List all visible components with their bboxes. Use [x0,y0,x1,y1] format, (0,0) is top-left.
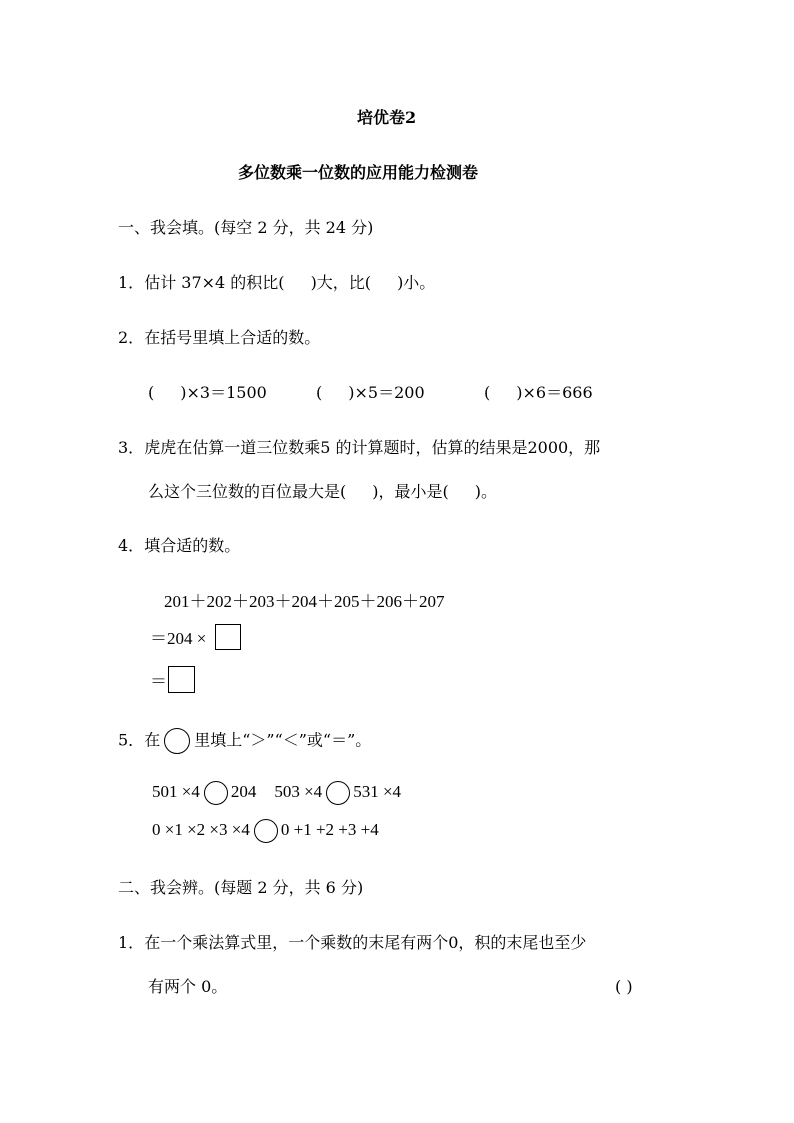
equation: )×5＝200 [348,383,425,402]
q2-item-2 [316,385,425,401]
question-3 [118,440,600,456]
page-title: 培优卷2 [357,108,417,127]
q4-answer-box-2[interactable] [168,666,195,693]
compare-circle[interactable] [254,819,278,843]
expression: 0 ×1 ×2 ×3 ×4 [152,820,250,839]
question-text: 填合适的数。 [144,536,241,555]
section2-heading: 二、我会辨。(每题 2 分，共 6 分) [118,878,364,897]
compare-circle[interactable] [326,781,350,805]
question-number: 1． [118,273,145,292]
q4-expression: 201＋202＋203＋204＋205＋206＋207 [164,592,445,611]
expression: 531 ×4 [353,782,402,801]
expression: 503 ×4 [274,782,323,801]
compare-circle[interactable] [204,781,228,805]
question-text: 在括号里填上合适的数。 [144,328,321,347]
question-text: 里填上“＞”“＜”或“＝”。 [194,730,372,750]
question-text: 么这个三位数的百位最大是( [148,482,347,501]
page-subtitle: 多位数乘一位数的应用能力检测卷 [238,163,479,182]
paren-open: ( [316,383,323,402]
question-text: 估计 37×4 的积比( [144,273,285,292]
question-number: 1． [118,933,145,952]
q2-item-1 [148,385,267,401]
question-number: 2． [118,328,145,347]
question-number: 4． [118,536,145,555]
equation: )×3＝1500 [180,383,267,402]
question-text: )小。 [397,273,436,292]
question-number: 3． [118,438,145,457]
question-text: )。 [474,482,497,501]
question-2 [118,330,320,346]
q4-line2: ＝204 × [150,629,207,648]
q5-row-1 [152,779,401,805]
question-number: 5． [118,730,145,750]
question-text: 虎虎在估算一道三位数乘5 的计算题时，估算的结果是2000，那 [144,438,601,457]
expression: 204 [230,782,257,801]
equation: )×6＝666 [516,383,593,402]
compare-circle-icon [164,728,190,754]
section1-heading: 一、我会填。(每空 2 分，共 24 分) [118,218,374,237]
question-text: 在 [144,730,161,750]
q2-item-3 [484,385,593,401]
q4-answer-box-1[interactable] [215,624,241,650]
paren-open: ( [484,383,491,402]
s2-question-1-line2: 有两个 0。 [148,977,228,996]
question-3-line2 [148,484,497,500]
expression: 0 +1 +2 +3 +4 [280,820,379,839]
question-5 [118,728,371,754]
paren-open: ( [148,383,155,402]
question-text: )，最小是( [372,482,449,501]
q4-line3: ＝ [150,672,167,691]
question-text: 在一个乘法算式里，一个乘数的末尾有两个0，积的末尾也至少 [144,933,587,952]
question-1 [118,275,435,291]
q5-row-2 [152,817,379,843]
s2-question-1 [118,935,586,951]
question-text: )大，比( [310,273,372,292]
question-4 [118,538,240,554]
expression: 501 ×4 [152,782,200,801]
judge-answer-blank[interactable]: ( ) [615,977,633,996]
